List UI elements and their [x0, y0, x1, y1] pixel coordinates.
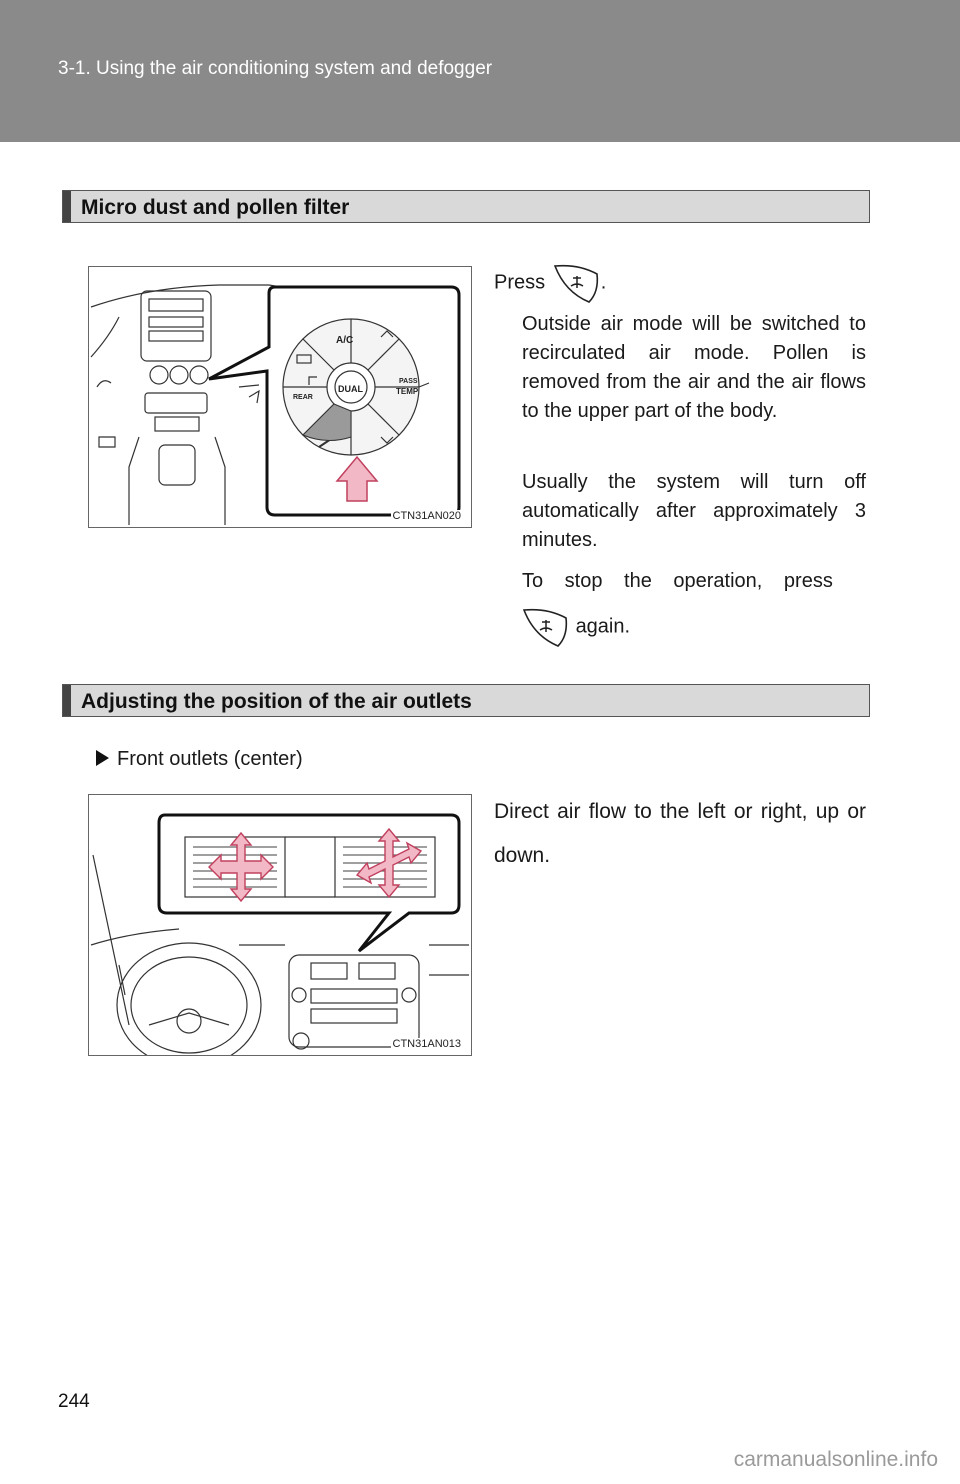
section-marker	[63, 685, 71, 716]
press-line	[494, 262, 874, 304]
paragraph-mode-switch: Outside air mode will be switched to recirculated air mode. Pollen is removed from the air and the air flows to the upper part of the body.	[522, 313, 866, 422]
figure-control-panel	[88, 266, 472, 528]
arrow-bullet-icon	[96, 750, 109, 766]
figure-code: CTN31AN020	[392, 510, 461, 522]
pass-label: PASS	[399, 378, 418, 385]
micro-dust-filter-button-icon	[520, 606, 570, 648]
ac-label: A/C	[336, 335, 354, 346]
subheading-front-outlets	[96, 745, 496, 774]
section-heading-micro-dust	[62, 190, 870, 223]
section-heading-text: Micro dust and pollen filter	[81, 196, 350, 219]
paragraph-auto-off: Usually the system will turn off automatically after approximately 3 minutes.	[522, 471, 866, 551]
again-line	[520, 606, 720, 648]
figure-air-outlets	[88, 794, 472, 1056]
section-heading-air-outlets	[62, 684, 870, 717]
figure-code: CTN31AN013	[392, 1038, 461, 1050]
paragraph-stop-operation: To stop the operation, press	[522, 570, 833, 592]
air-outlets-illustration	[89, 795, 471, 1055]
micro-dust-filter-button-icon	[551, 262, 601, 304]
page-header	[0, 0, 960, 142]
temp-label: TEMP	[396, 387, 419, 396]
press-suffix: .	[600, 271, 607, 294]
paragraph-direct-air-flow: Direct air flow to the left or right, up or down.	[494, 800, 866, 867]
page-number: 244	[58, 1391, 90, 1412]
again-label: again.	[575, 615, 631, 638]
control-panel-illustration	[89, 267, 471, 527]
rear-label: REAR	[293, 394, 313, 401]
press-label: Press	[494, 271, 546, 294]
watermark: carmanualsonline.info	[733, 1448, 938, 1471]
subheading-text: Front outlets (center)	[117, 748, 303, 770]
chapter-title: 3-1. Using the air conditioning system and defogger	[58, 58, 493, 79]
dual-label: DUAL	[338, 384, 363, 394]
section-heading-text: Adjusting the position of the air outlets	[81, 690, 472, 713]
section-marker	[63, 191, 71, 222]
